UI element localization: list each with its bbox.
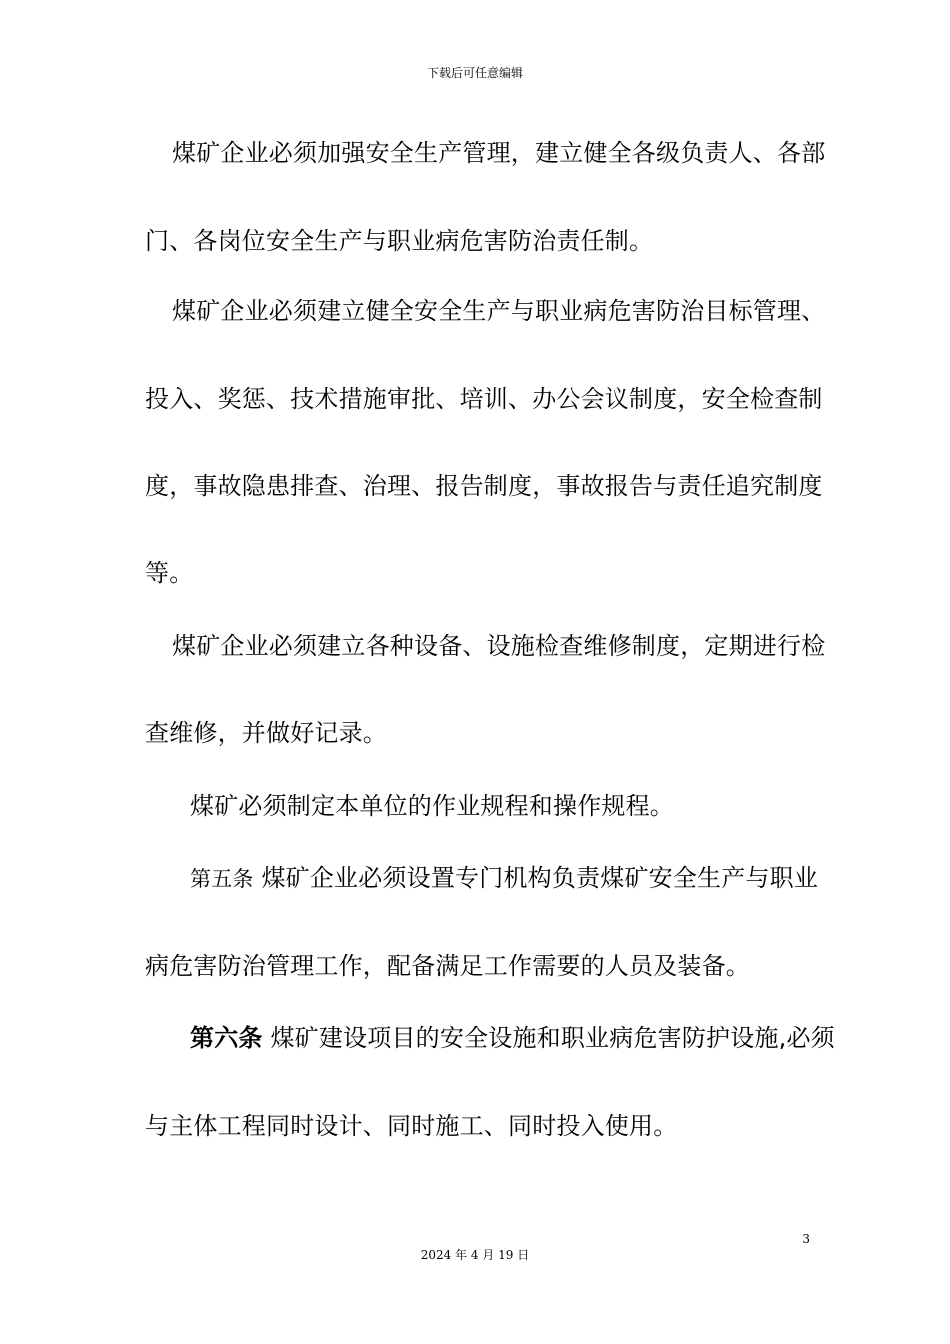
paragraph-line: 门、各岗位安全生产与职业病危害防治责任制。: [145, 227, 654, 255]
article-5-line: [190, 862, 819, 895]
paragraph-line: 煤矿企业必须加强安全生产管理，建立健全各级负责人、各部: [172, 139, 826, 167]
page-number: 3: [802, 1232, 810, 1246]
paragraph-line: 度，事故隐患排查、治理、报告制度，事故报告与责任追究制度: [145, 472, 823, 500]
paragraph-line: 查维修，并做好记录。: [145, 719, 387, 747]
paragraph-line: 煤矿企业必须建立各种设备、设施检查维修制度，定期进行检: [172, 632, 826, 660]
article-6-label: 第六条: [190, 1024, 263, 1052]
article-5-label: 第五条: [190, 867, 254, 891]
article-6-text: 煤矿建设项目的安全设施和职业病危害防护设施,必须: [270, 1024, 835, 1052]
paragraph-line: 煤矿企业必须建立健全安全生产与职业病危害防治目标管理、: [172, 297, 826, 325]
paragraph-line: 投入、奖惩、技术措施审批、培训、办公会议制度，安全检查制: [145, 385, 823, 413]
article-6-line: [190, 1022, 835, 1054]
article-5-text: 煤矿企业必须设置专门机构负责煤矿安全生产与职业: [261, 864, 819, 892]
paragraph-line: 病危害防治管理工作，配备满足工作需要的人员及装备。: [145, 952, 750, 980]
paragraph-line: 等。: [145, 559, 194, 587]
footer-date: 2024 年 4 月 19 日: [420, 1248, 530, 1262]
paragraph-line: 与主体工程同时设计、同时施工、同时投入使用。: [145, 1112, 678, 1140]
header-note: 下载后可任意编辑: [426, 66, 523, 80]
paragraph-line: 煤矿必须制定本单位的作业规程和操作规程。: [190, 792, 674, 820]
